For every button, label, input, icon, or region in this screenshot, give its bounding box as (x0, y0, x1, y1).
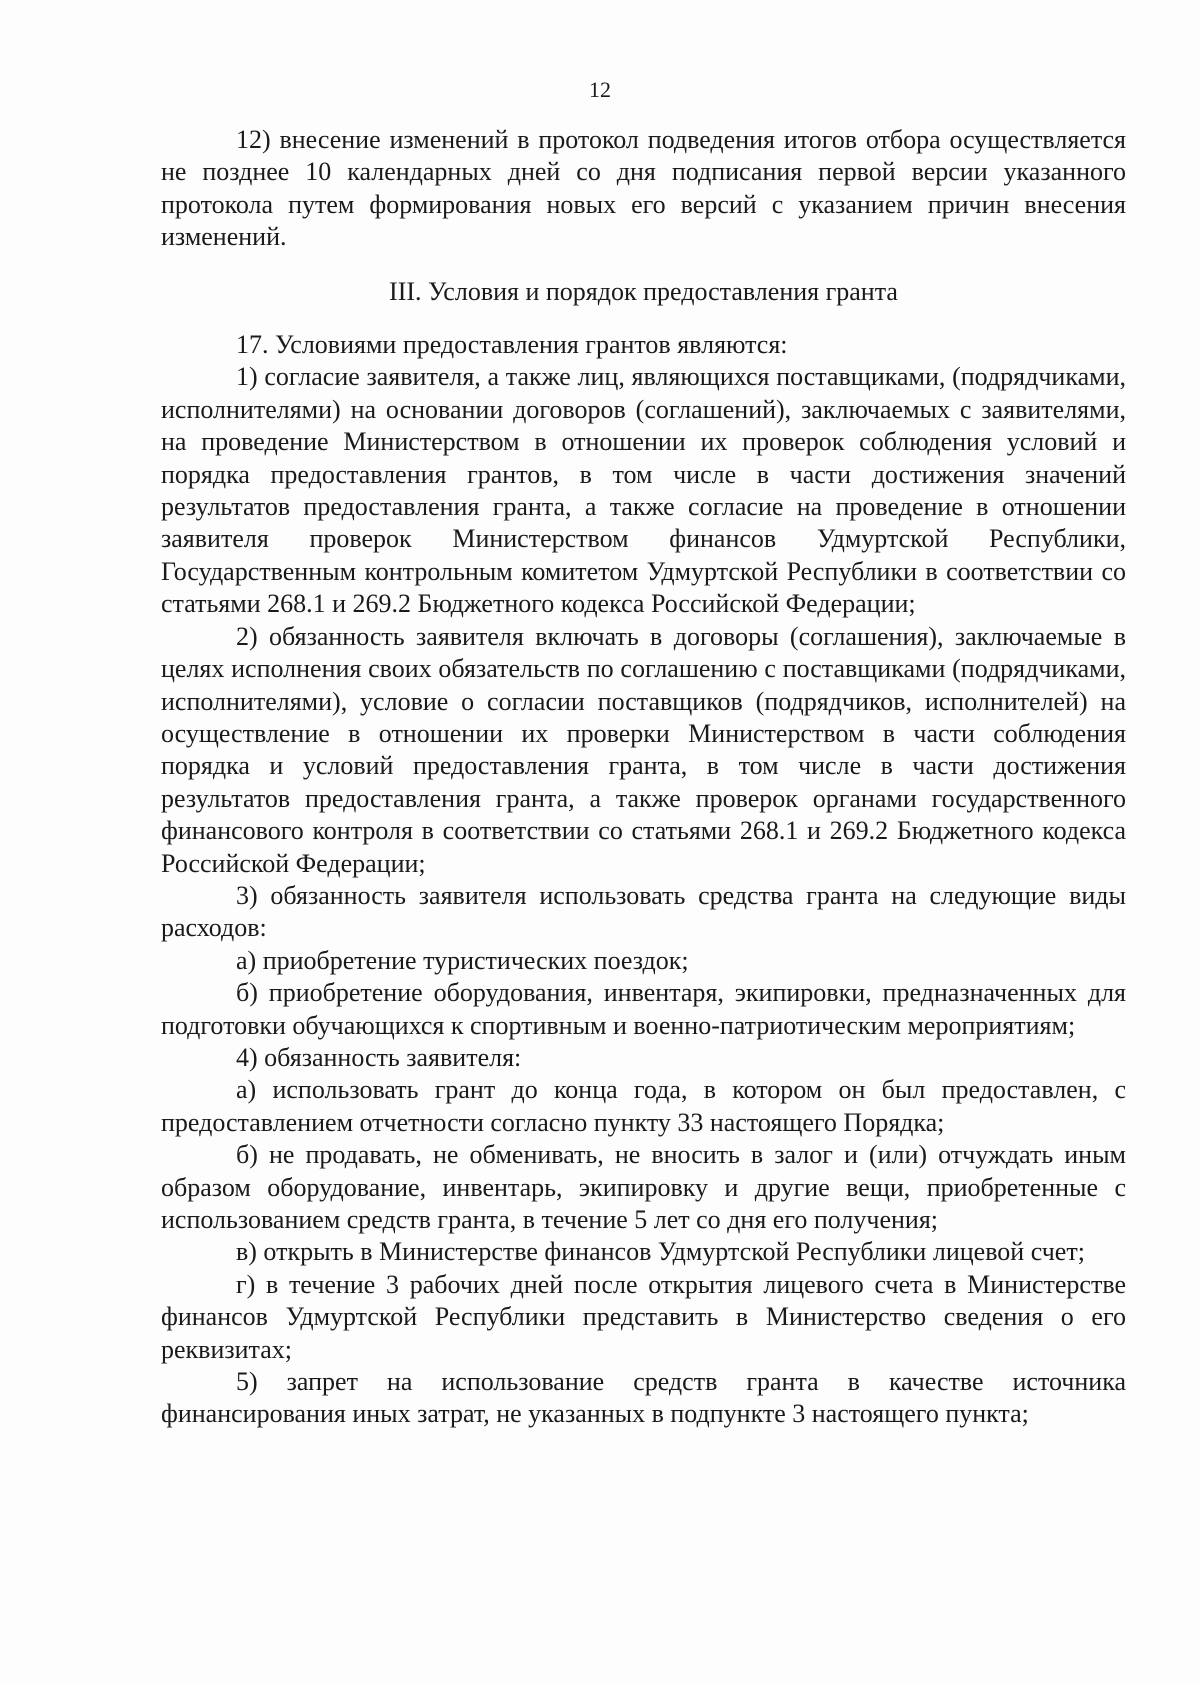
paragraph-1: 1) согласие заявителя, а также лиц, являющихся поставщиками, (подрядчиками, исполнителями) на основании договоров (соглашений), заключаемых с заявителями, на проведение Министерством в отношении их проверок соблюдения условий и порядка предоставления грантов, в том числе в части достижения значений результатов предоставления гранта, а также согласие на проведение в отношении заявителя проверок Министерством финансов Удмуртской Республики, Государственным контрольным комитетом Удмуртской Республики в соответствии со статьями 268.1 и 269.2 Бюджетного кодекса Российской Федерации; (161, 362, 1126, 619)
section-heading: III. Условия и порядок предоставления гранта (389, 276, 898, 306)
paragraph-4b: б) не продавать, не обменивать, не вносить в залог и (или) отчуждать иным образом оборудование, инвентарь, экипировку и другие вещи, приобретенные с использованием средств гранта, в течение 5 лет со дня его получения; (161, 1140, 1126, 1234)
paragraph-4v: в) открыть в Министерстве финансов Удмуртской Республики лицевой счет; (236, 1237, 1085, 1267)
paragraph-4: 4) обязанность заявителя: (236, 1042, 522, 1072)
paragraph-3b: б) приобретение оборудования, инвентаря, экипировки, предназначенных для подготовки обучающихся к спортивным и военно-патриотическим мероприятиям; (161, 978, 1126, 1040)
paragraph-2: 2) обязанность заявителя включать в договоры (соглашения), заключаемые в целях исполнения своих обязательств по соглашению с поставщиками (подрядчиками, исполнителями), условие о согласии поставщиков (подрядчиков, исполнителей) на осуществление в отношении их проверки Министерством в части соблюдения порядка и условий предоставления гранта, в том числе в части достижения результатов предоставления гранта, а также проверок органами государственного финансового контроля в соответствии со статьями 268.1 и 269.2 Бюджетного кодекса Российской Федерации; (161, 621, 1126, 878)
paragraph-12: 12) внесение изменений в протокол подведения итогов отбора осуществляется не позднее 10 календарных дней со дня подписания первой версии указанного протокола путем формирования новых его версий с указанием причин внесения изменений. (161, 125, 1126, 252)
page-number: 12 (589, 77, 611, 102)
document-body (161, 124, 1126, 1431)
paragraph-5: 5) запрет на использование средств гранта в качестве источника финансирования иных затрат, не указанных в подпункте 3 настоящего пункта; (161, 1367, 1126, 1429)
paragraph-4g: г) в течение 3 рабочих дней после открытия лицевого счета в Министерстве финансов Удмуртской Республики представить в Министерство сведения о его реквизитах; (161, 1269, 1126, 1364)
paragraph-4a: а) использовать грант до конца года, в котором он был предоставлен, с предоставлением отчетности согласно пункту 33 настоящего Порядка; (161, 1075, 1126, 1137)
paragraph-3: 3) обязанность заявителя использовать средства гранта на следующие виды расходов: (161, 880, 1126, 943)
paragraph-17: 17. Условиями предоставления грантов являются: (236, 330, 788, 360)
paragraph-3a: а) приобретение туристических поездок; (236, 945, 689, 975)
